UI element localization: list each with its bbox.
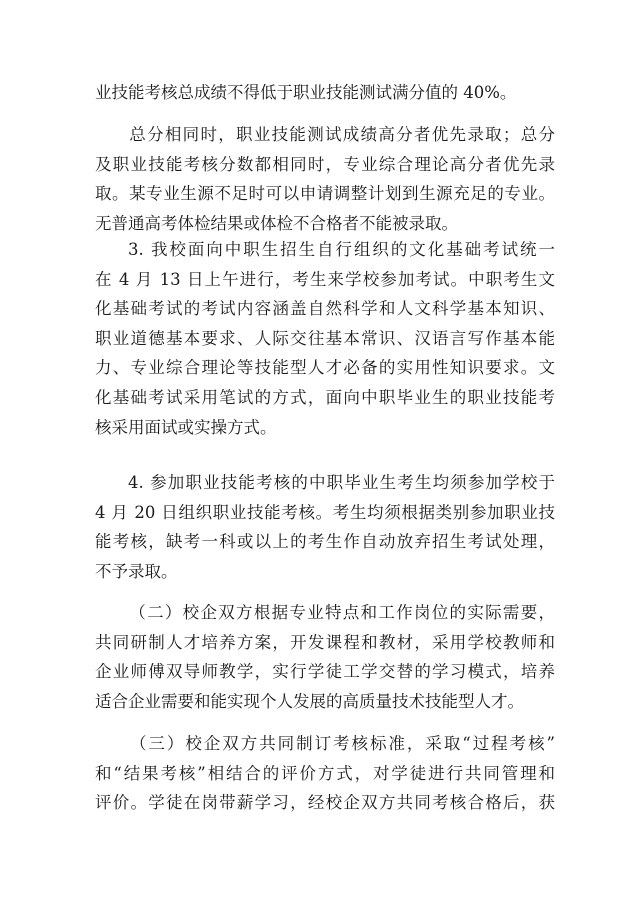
paragraph-line: 总分相同时，职业技能测试成绩高分者优先录取；总分 [128,125,555,144]
paragraph-line: 在 4 月 13 日上午进行，考生来学校参加考试。中职考生文 [95,269,555,289]
paragraph-line: 取。某专业生源不足时可以申请调整计划到生源充足的专业。 [95,184,555,204]
paragraph-line: 共同研制人才培养方案，开发课程和教材，采用学校教师和 [95,632,555,652]
paragraph-line: 力、专业综合理论等技能型人才必备的实用性知识要求。文 [95,358,555,378]
paragraph-line: 4. 参加职业技能考核的中职毕业生考生均须参加学校于 [128,473,555,492]
paragraph-continuation [95,78,555,108]
paragraph-line: （二）校企双方根据专业特点和工作岗位的实际需要， [128,603,555,622]
paragraph-line: 适合企业需要和能实现个人发展的高质量技术技能型人才。 [95,691,524,711]
paragraph-line: 核采用面试或实操方式。 [95,417,277,437]
paragraph-line: 企业师傅双导师教学，实行学徒工学交替的学习模式，培养 [95,662,555,682]
paragraph-line: 4 月 20 日组织职业技能考核。考生均须根据类别参加职业技 [95,502,555,522]
paragraph-line: 3. 我校面向中职生招生自行组织的文化基础考试统一 [128,240,555,259]
paragraph-line: 化基础考试采用笔试的方式，面向中职毕业生的职业技能考 [95,387,555,407]
paragraph-line: 不予录取。 [95,561,178,581]
paragraph-line: 及职业技能考核分数都相同时，专业综合理论高分者优先录 [95,154,555,174]
paragraph-tie-break-rules [95,120,555,238]
paragraph-line: 职业道德基本要求、人际交往基本常识、汉语言写作基本能 [95,328,555,348]
paragraph-line: 无普通高考体检结果或体检不合格者不能被录取。 [95,213,458,233]
paragraph-line: 和“结果考核”相结合的评价方式，对学徒进行共同管理和 [95,763,555,783]
paragraph-item-4 [95,468,555,586]
paragraph-section-3 [95,729,555,818]
paragraph-section-2 [95,598,555,716]
paragraph-line: （三）校企双方共同制订考核标准，采取“过程考核” [128,734,555,753]
paragraph-item-3 [95,235,555,442]
paragraph-line: 化基础考试的考试内容涵盖自然科学和人文科学基本知识、 [95,299,555,319]
paragraph-line: 业技能考核总成绩不得低于职业技能测试满分值的 40%。 [95,83,517,102]
paragraph-line: 能考核，缺考一科或以上的考生作自动放弃招生考试处理， [95,532,555,552]
paragraph-line: 评价。学徒在岗带薪学习，经校企双方共同考核合格后，获 [95,793,555,813]
